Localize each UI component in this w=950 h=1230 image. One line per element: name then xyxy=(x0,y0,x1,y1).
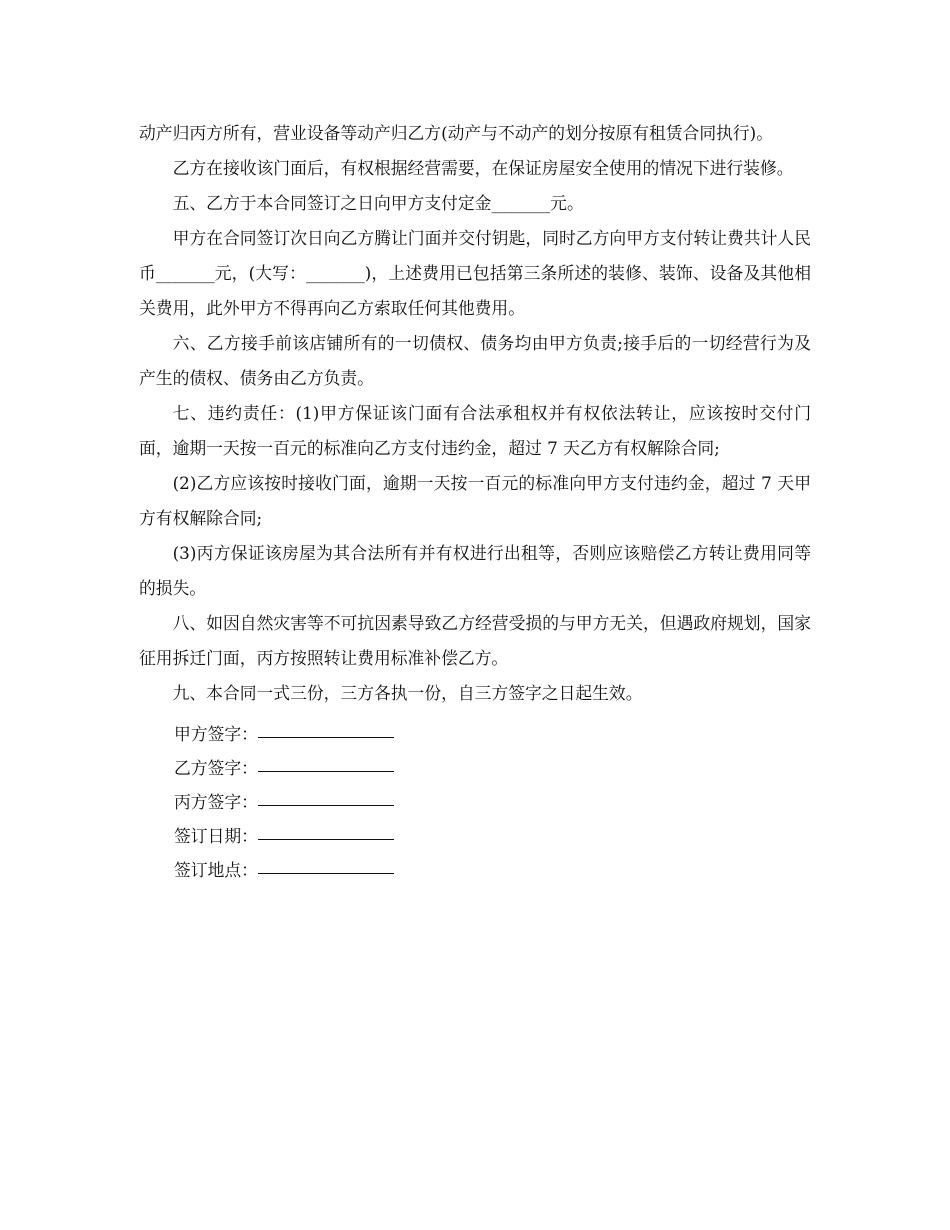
signature-block xyxy=(139,711,811,881)
signature-blank xyxy=(258,804,394,806)
signing-date-line xyxy=(139,813,811,847)
signature-line-party-c xyxy=(139,779,811,813)
signing-place-line xyxy=(139,847,811,881)
paragraph-clause-6-debts: 六、乙方接手前该店铺所有的一切债权、债务均由甲方负责;接手后的一切经营行为及产生的债权、债务由乙方负责。 xyxy=(139,333,811,388)
paragraph-clause-8-force-majeure: 八、如因自然灾害等不可抗因素导致乙方经营受损的与甲方无关，但遇政府规划，国家征用拆迁门面，丙方按照转让费用标准补偿乙方。 xyxy=(139,613,811,668)
paragraph-clause-7-liability: 七、违约责任：(1)甲方保证该门面有合法承租权并有权依法转让，应该按时交付门面，逾期一天按一百元的标准向乙方支付违约金，超过 7 天乙方有权解除合同; xyxy=(139,403,811,458)
paragraph-clause-9-copies: 九、本合同一式三份，三方各执一份，自三方签字之日起生效。 xyxy=(172,683,643,703)
signature-label: 签订地点： xyxy=(174,860,258,880)
paragraph-transfer-fee: 甲方在合同签订次日向乙方腾让门面并交付钥匙，同时乙方向甲方支付转让费共计人民币_______元，(大写：_______)，上述费用已包括第三条所述的装修、装饰、设备及其他相关费用，此外甲方不得再向乙方索取任何其他费用。 xyxy=(139,228,811,318)
signature-line-party-a xyxy=(139,711,811,745)
signature-label: 甲方签字： xyxy=(174,724,258,744)
signature-label: 签订日期： xyxy=(174,826,258,846)
signature-blank xyxy=(258,838,394,840)
signature-blank xyxy=(258,770,394,772)
paragraph-liability-2: (2)乙方应该按时接收门面，逾期一天按一百元的标准向甲方支付违约金，超过 7 天甲方有权解除合同; xyxy=(139,473,811,528)
signature-blank xyxy=(258,736,394,738)
paragraph-renovation: 乙方在接收该门面后，有权根据经营需要，在保证房屋安全使用的情况下进行装修。 xyxy=(172,158,794,178)
paragraph-clause-5-deposit: 五、乙方于本合同签订之日向甲方支付定金_______元。 xyxy=(172,193,584,213)
signature-label: 丙方签字： xyxy=(174,792,258,812)
paragraph-liability-3: (3)丙方保证该房屋为其合法所有并有权进行出租等，否则应该赔偿乙方转让费用同等的损失。 xyxy=(139,543,811,598)
paragraph-movable-property: 动产归丙方所有，营业设备等动产归乙方(动产与不动产的划分按原有租赁合同执行)。 xyxy=(139,123,774,143)
signature-blank xyxy=(258,872,394,874)
signature-line-party-b xyxy=(139,745,811,779)
signature-label: 乙方签字： xyxy=(174,758,258,778)
contract-body xyxy=(139,116,811,881)
